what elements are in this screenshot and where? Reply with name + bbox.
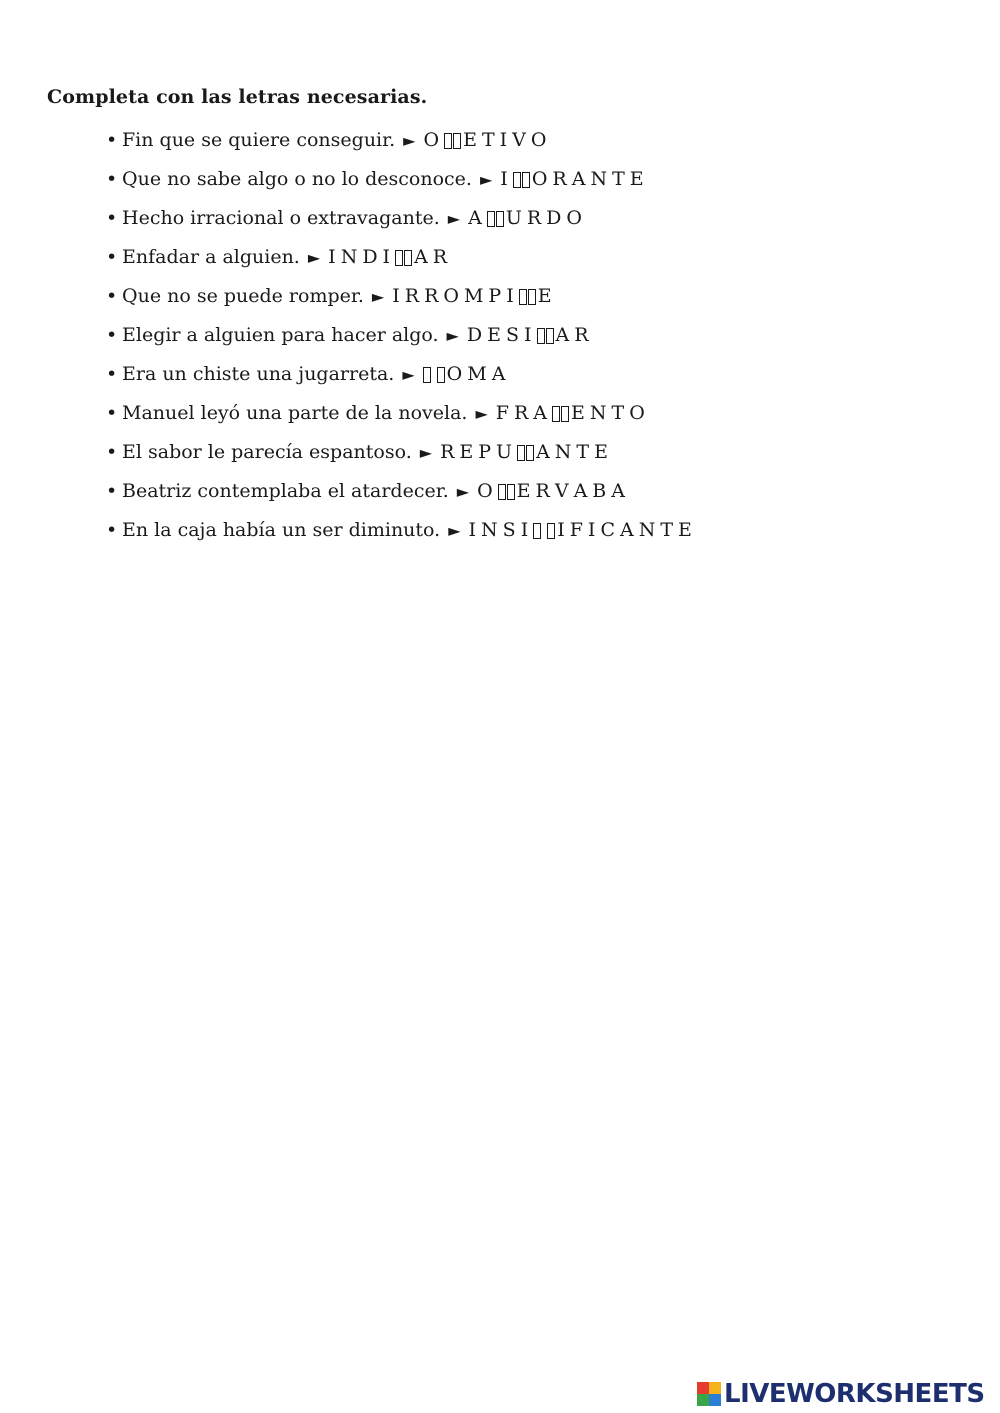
exercise-clue: En la caja había un ser diminuto. [122, 519, 441, 541]
word-letter: N [589, 402, 607, 424]
word-letter: U [496, 441, 513, 463]
liveworksheets-logo [697, 1379, 985, 1409]
exercise-item [106, 277, 697, 316]
exercise-item [106, 511, 697, 550]
word-letter: I [499, 129, 508, 151]
word-letter: N [481, 519, 498, 541]
word-letter: U [505, 207, 522, 229]
logo-text: LIVEWORKSHEETS [724, 1379, 985, 1409]
word-letter: T [611, 402, 625, 424]
word-letter: D [362, 246, 378, 268]
word-letter: T [576, 441, 590, 463]
word-letter: R [513, 402, 529, 424]
logo-square [697, 1382, 709, 1394]
word-letter: O [423, 129, 440, 151]
bullet-icon: • [106, 285, 118, 307]
arrow-right-icon: ► [402, 365, 415, 384]
exercise-item [106, 355, 697, 394]
word-letter: S [502, 519, 516, 541]
word-letter: A [555, 324, 570, 346]
arrow-right-icon: ► [479, 170, 493, 189]
word-puzzle [469, 514, 697, 547]
word-letter: I [587, 519, 596, 541]
exercise-item [106, 433, 697, 472]
word-puzzle [500, 163, 648, 196]
word-letter: E [516, 480, 531, 502]
arrow-right-icon: ► [475, 404, 488, 423]
letter-blank-input[interactable] [444, 133, 452, 149]
letter-blank-input[interactable] [522, 172, 530, 188]
letter-blank-input[interactable] [513, 172, 521, 188]
letter-blank-input[interactable] [404, 250, 412, 266]
exercise-clue: Elegir a alguien para hacer algo. [122, 324, 439, 346]
word-letter: O [566, 207, 582, 229]
word-letter: M [463, 285, 484, 307]
word-letter: A [468, 207, 482, 229]
letter-blank-input[interactable] [517, 445, 525, 461]
letter-blank-input[interactable] [537, 328, 545, 344]
exercise-clue: Hecho irracional o extravagante. [122, 207, 440, 229]
logo-square [709, 1394, 721, 1406]
word-letter: R [404, 285, 420, 307]
word-puzzle [477, 475, 630, 508]
word-letter: T [660, 519, 674, 541]
arrow-right-icon: ► [456, 482, 470, 501]
word-letter: O [629, 402, 645, 424]
word-letter: O [477, 480, 493, 502]
word-letter: T [481, 129, 495, 151]
logo-square [709, 1382, 721, 1394]
word-puzzle [467, 319, 594, 352]
worksheet-title: Completa con las letras necesarias. [47, 86, 428, 108]
word-letter: E [487, 324, 501, 346]
letter-blank-input[interactable] [437, 367, 445, 383]
exercise-clue: Manuel leyó una parte de la novela. [122, 402, 468, 424]
exercise-clue: Beatriz contemplaba el atardecer. [122, 480, 449, 502]
word-letter: O [443, 285, 459, 307]
word-letter: V [512, 129, 526, 151]
letter-blank-input[interactable] [423, 367, 431, 383]
exercise-list [106, 121, 697, 550]
word-letter: E [571, 402, 585, 424]
word-letter: E [594, 441, 608, 463]
arrow-right-icon: ► [307, 248, 321, 267]
exercise-clue: Era un chiste una jugarreta. [122, 363, 395, 385]
word-puzzle [468, 202, 587, 235]
word-letter: F [495, 402, 509, 424]
letter-blank-input[interactable] [552, 406, 560, 422]
letter-blank-input[interactable] [533, 523, 541, 539]
arrow-right-icon: ► [419, 443, 433, 462]
bullet-icon: • [106, 519, 118, 541]
bullet-icon: • [106, 441, 118, 463]
letter-blank-input[interactable] [487, 211, 495, 227]
arrow-right-icon: ► [371, 287, 385, 306]
word-letter: N [638, 519, 656, 541]
exercise-item [106, 121, 697, 160]
word-letter: E [678, 519, 692, 541]
arrow-right-icon: ► [403, 131, 416, 150]
bullet-icon: • [106, 246, 118, 268]
arrow-right-icon: ► [446, 326, 459, 345]
letter-blank-input[interactable] [526, 445, 534, 461]
bullet-icon: • [106, 168, 118, 190]
word-letter: E [629, 168, 644, 190]
exercise-item [106, 394, 697, 433]
exercise-item [106, 472, 697, 511]
word-letter: I [468, 519, 477, 541]
word-letter: I [392, 285, 400, 307]
word-letter: R [535, 480, 550, 502]
arrow-right-icon: ► [447, 209, 461, 228]
letter-blank-input[interactable] [507, 484, 515, 500]
exercise-item [106, 199, 697, 238]
bullet-icon: • [106, 402, 118, 424]
exercise-clue: Enfadar a alguien. [122, 246, 300, 268]
bullet-icon: • [106, 324, 118, 346]
letter-blank-input[interactable] [519, 289, 527, 305]
word-letter: N [340, 246, 358, 268]
word-letter: N [590, 168, 608, 190]
word-letter: D [546, 207, 562, 229]
letter-blank-input[interactable] [498, 484, 506, 500]
exercise-clue: Que no se puede romper. [122, 285, 364, 307]
word-puzzle [496, 397, 650, 430]
word-letter: T [612, 168, 625, 190]
word-letter: O [531, 168, 548, 190]
word-letter: E [537, 285, 552, 307]
bullet-icon: • [106, 363, 118, 385]
letter-blank-input[interactable] [496, 211, 504, 227]
word-puzzle [423, 124, 551, 157]
word-letter: N [554, 441, 572, 463]
exercise-item [106, 238, 697, 277]
word-letter: A [573, 480, 588, 502]
word-letter: E [463, 129, 477, 151]
letter-blank-input[interactable] [453, 133, 461, 149]
arrow-right-icon: ► [448, 521, 461, 540]
word-letter: R [440, 441, 455, 463]
exercise-item [106, 160, 697, 199]
word-letter: P [478, 441, 492, 463]
word-letter: A [536, 441, 550, 463]
letter-blank-input[interactable] [546, 328, 554, 344]
word-letter: A [571, 168, 586, 190]
word-letter: A [619, 519, 634, 541]
word-letter: O [446, 363, 463, 385]
word-puzzle [328, 241, 452, 274]
word-letter: D [466, 324, 483, 346]
word-letter: P [488, 285, 502, 307]
word-letter: I [500, 168, 508, 190]
letter-blank-input[interactable] [547, 523, 555, 539]
bullet-icon: • [106, 480, 118, 502]
exercise-clue: El sabor le parecía espantoso. [122, 441, 412, 463]
word-puzzle [423, 358, 511, 391]
word-puzzle [392, 280, 556, 313]
logo-mark-icon [697, 1382, 721, 1406]
word-letter: B [592, 480, 607, 502]
word-letter: I [524, 324, 532, 346]
word-letter: I [557, 519, 565, 541]
word-letter: O [530, 129, 547, 151]
word-letter: R [432, 246, 448, 268]
word-letter: F [569, 519, 583, 541]
word-letter: A [611, 480, 625, 502]
exercise-item [106, 316, 697, 355]
word-letter: M [467, 363, 487, 385]
word-letter: I [382, 246, 391, 268]
word-letter: R [526, 207, 542, 229]
bullet-icon: • [106, 129, 118, 151]
word-letter: A [533, 402, 548, 424]
word-letter: I [506, 285, 514, 307]
word-letter: I [328, 246, 336, 268]
exercise-clue: Que no sabe algo o no lo desconoce. [122, 168, 472, 190]
word-letter: S [505, 324, 519, 346]
word-letter: C [600, 519, 615, 541]
logo-square [697, 1394, 709, 1406]
letter-blank-input[interactable] [561, 406, 569, 422]
word-letter: R [424, 285, 439, 307]
letter-blank-input[interactable] [395, 250, 403, 266]
letter-blank-input[interactable] [528, 289, 536, 305]
word-letter: A [414, 246, 428, 268]
bullet-icon: • [106, 207, 118, 229]
word-puzzle [440, 436, 613, 469]
word-letter: A [491, 363, 506, 385]
word-letter: E [459, 441, 474, 463]
word-letter: R [552, 168, 567, 190]
word-letter: V [554, 480, 569, 502]
exercise-clue: Fin que se quiere conseguir. [122, 129, 396, 151]
word-letter: I [520, 519, 529, 541]
word-letter: R [574, 324, 589, 346]
